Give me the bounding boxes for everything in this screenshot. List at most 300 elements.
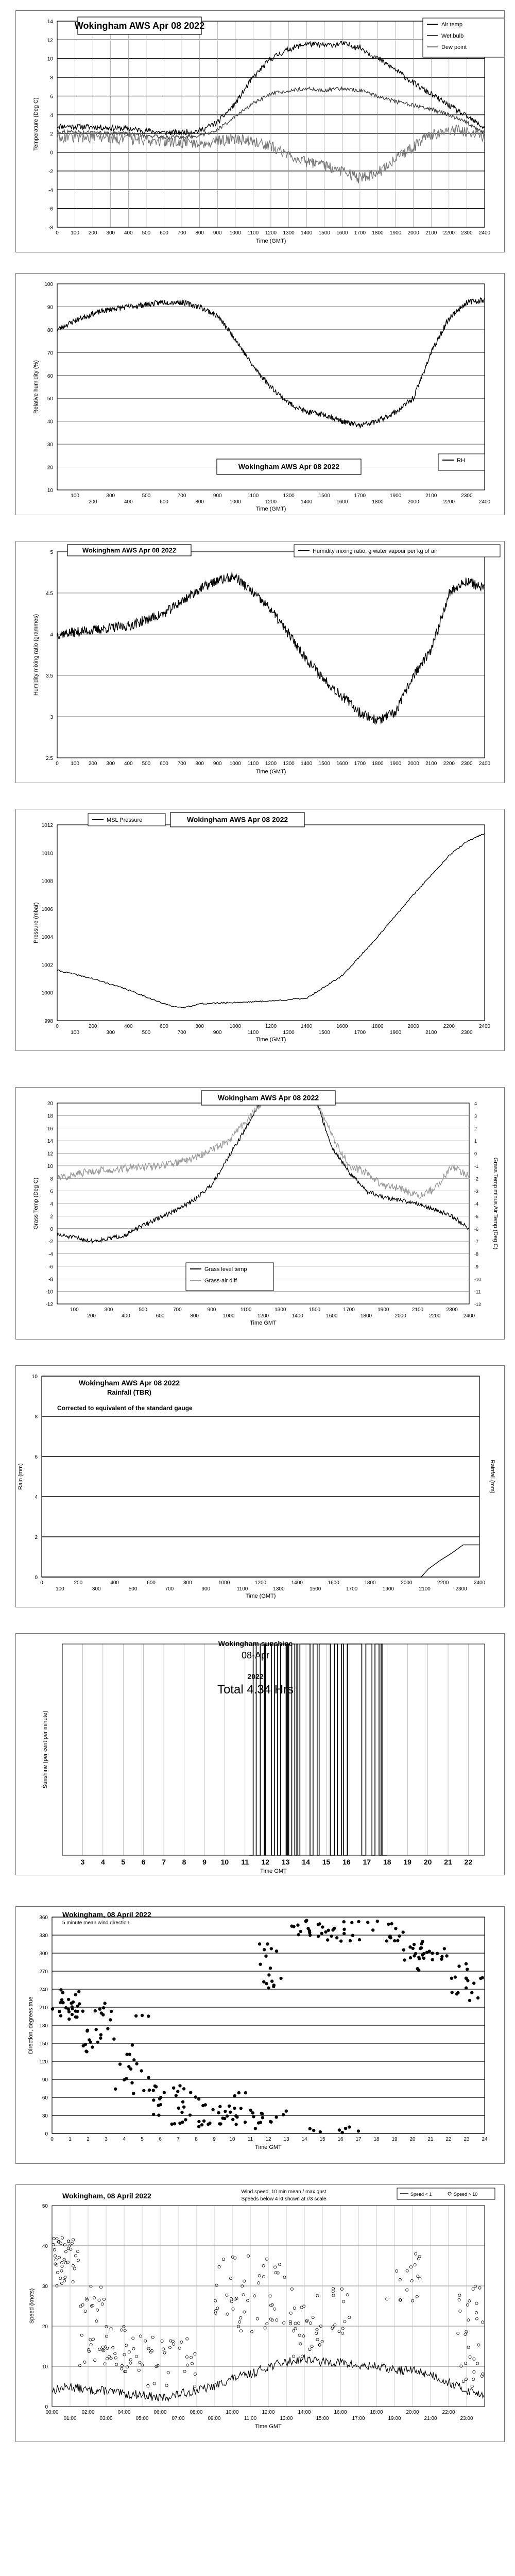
x-tick-label: 1000 [218,1580,230,1586]
y-tick-label: 4 [35,1495,38,1500]
direction-point [402,1948,405,1952]
direction-point [81,2010,84,2013]
y-tick-label: 12 [47,1151,53,1157]
x-tick-label: 2200 [443,1024,455,1029]
x-tick-label: 1000 [223,1313,235,1319]
gust-point [250,2330,253,2333]
y-tick-label: 4 [50,632,53,638]
chart-title: Wokingham AWS Apr 08 2022 [186,815,288,824]
y-tick-label: 3.5 [46,673,53,679]
direction-point [402,1930,405,1934]
pressure-chart [16,809,504,1050]
direction-point [135,2062,138,2065]
direction-point [239,2107,243,2110]
x-tick-label: 4 [123,2137,126,2142]
gust-point [53,2237,55,2240]
direction-point [51,2007,54,2010]
x-tick-label: 1300 [283,230,295,236]
direction-point [357,1920,360,1923]
x-tick-label: 1200 [265,761,277,767]
direction-point [436,1952,439,1955]
gust-point [417,2275,419,2278]
x-tick-label: 600 [160,230,168,236]
y-axis-label: Pressure (mbar) [33,902,39,943]
x-tick-label: 1100 [247,230,259,236]
gust-point [386,2298,388,2300]
chart-subtitle: Rainfall (TBR) [107,1388,151,1396]
x-tick-label: 1700 [346,1586,358,1592]
direction-point [440,1958,443,1961]
gust-point [105,2335,108,2337]
gust-point [139,2335,142,2337]
gust-point [482,2321,484,2324]
gust-point [186,2337,188,2340]
gust-point [478,2286,481,2289]
gust-point [114,2357,117,2359]
direction-point [152,2113,155,2116]
gust-point [464,2333,467,2335]
gust-point [72,2239,75,2241]
direction-point [208,2122,211,2125]
y2-tick-label: 0 [474,1151,477,1157]
gust-point [399,2278,401,2281]
gust-point [93,2297,95,2299]
direction-point [403,1958,406,1961]
x-tick-label: 600 [160,761,168,767]
direction-point [114,2088,117,2091]
y2-tick-label: -10 [474,1277,482,1282]
plot-frame [57,552,485,758]
x-tick-label: 2300 [461,761,473,767]
direction-point [263,1948,266,1951]
gust-point [415,2252,417,2255]
x-tick-label: 4 [100,1858,105,1866]
direction-point [142,2089,145,2092]
direction-point [481,1976,484,1979]
direction-point [275,1950,278,1953]
x-tick-label: 1800 [372,1024,384,1029]
x-tick-label: 01:00 [63,2416,77,2421]
gust-point [243,2311,246,2313]
x-tick-label: 1 [68,2137,72,2142]
x-tick-label: 800 [195,761,204,767]
x-tick-label: 13 [281,1858,290,1866]
direction-point [468,1999,471,2002]
y-tick-label: 50 [42,2204,48,2209]
gust-point [263,2276,265,2278]
x-tick-label: 600 [147,1580,156,1586]
gust-point [289,2320,291,2323]
y-tick-label: 1002 [41,962,53,969]
gust-point [472,2287,474,2290]
gust-point [101,2303,104,2306]
direction-point [172,2087,175,2090]
direction-point [297,1933,300,1936]
direction-point [99,2037,102,2040]
direction-point [244,2121,247,2124]
gust-point [473,2358,475,2360]
direction-point [428,1950,431,1953]
x-tick-label: 1800 [372,499,384,505]
gust-point [215,2284,218,2286]
x-tick-label: 100 [71,493,79,499]
x-tick-label: 1000 [229,1024,241,1029]
gust-point [218,2265,220,2268]
gust-point [341,2332,344,2334]
chart-subtitle-2: Speeds below 4 kt shown at r/3 scale [241,2196,327,2202]
direction-point [285,2109,288,2112]
gust-point [135,2355,138,2358]
x-tick-label: 600 [160,1024,168,1029]
direction-point [58,2010,61,2013]
chart-title: Wokingham, 08 April 2022 [62,2192,151,2200]
x-tick-label: 400 [124,230,133,236]
gust-point [183,2370,186,2372]
y-tick-label: 60 [47,373,53,379]
direction-point [99,2033,102,2036]
gust-point [180,2341,183,2343]
x-tick-label: 2300 [455,1586,467,1592]
gust-point [239,2330,242,2332]
x-tick-label: 700 [173,1307,182,1313]
x-tick-label: 200 [87,1313,96,1319]
x-tick-label: 17 [363,1858,371,1866]
y-tick-label: 270 [39,1969,48,1975]
gust-point [297,2322,300,2325]
x-tick-label: 1100 [247,761,259,767]
direction-point [249,2109,252,2112]
legend-label: RH [457,457,465,464]
x-tick-label: 100 [71,230,79,236]
x-tick-label: 2100 [411,1307,424,1313]
x-tick-label: 1100 [236,1586,248,1592]
pressure-chart-panel [15,809,505,1051]
legend-label: Air temp [441,22,462,28]
gust-point [396,2269,398,2272]
gust-point [72,2281,74,2283]
gust-point [121,2367,123,2370]
humidity-chart-panel [15,273,505,515]
direction-point [259,2121,262,2124]
direction-point [89,2041,92,2044]
gust-point [87,2348,90,2351]
direction-point [348,2125,351,2128]
y-tick-label: 1012 [41,823,53,828]
rainfall-chart-panel [15,1365,505,1607]
direction-point [351,1934,354,1937]
gust-point [222,2258,225,2261]
rainfall-chart [16,1366,504,1607]
gust-point [132,2337,134,2340]
direction-point [260,2112,263,2115]
direction-point [457,1964,460,1968]
direction-point [102,2006,105,2009]
gust-point [59,2277,62,2280]
y-axis-label: Humidity mixing ratio (grammes) [33,614,39,696]
direction-point [366,1921,369,1924]
sunshine-chart-panel [15,1633,505,1875]
x-tick-label: 1200 [265,1024,277,1029]
gust-point [273,2308,276,2310]
gust-point [60,2269,63,2272]
direction-point [420,1946,423,1950]
x-tick-label: 300 [106,1030,115,1036]
x-tick-label: 1400 [291,1580,303,1586]
gust-point [238,2320,241,2323]
y2-tick-label: -3 [474,1189,479,1194]
y-tick-label: 0 [50,150,53,156]
x-tick-label: 200 [74,1580,83,1586]
x-tick-label: 12 [261,1858,270,1866]
direction-point [127,2065,130,2068]
direction-point [176,2090,179,2093]
gust-point [258,2282,260,2284]
gust-point [90,2285,92,2287]
y2-tick-label: -12 [474,1302,482,1307]
direction-point [443,1947,446,1950]
direction-point [445,1954,448,1957]
gust-point [194,2373,196,2376]
x-tick-label: 23 [464,2137,470,2142]
series-line-0 [42,1545,479,1577]
x-tick-label: 500 [128,1586,138,1592]
y-tick-label: 0 [45,2404,48,2410]
y-tick-label: -8 [48,1277,53,1283]
x-tick-label: 09:00 [208,2416,221,2421]
x-tick-label: 2300 [461,1030,473,1036]
direction-point [200,2123,203,2126]
y-tick-label: 50 [47,396,53,402]
direction-point [272,1985,275,1988]
y-tick-label: 6 [35,1454,38,1460]
direction-point [349,1939,352,1942]
direction-point [258,1942,261,1945]
mixing-ratio-chart-panel [15,541,505,783]
x-tick-label: 1400 [301,499,313,505]
gust-point [274,2266,277,2268]
x-tick-label: 800 [195,230,204,236]
x-tick-label: 1400 [291,1313,303,1319]
gust-point [315,2332,318,2334]
direction-point [338,2128,341,2131]
x-tick-label: 800 [195,499,204,505]
x-tick-label: 04:00 [117,2410,131,2415]
x-tick-label: 400 [124,499,133,505]
direction-point [454,1975,457,1978]
gust-point [110,2357,112,2360]
chart-subtitle: Wind speed, 10 min mean / max gust [241,2189,327,2195]
gust-point [215,2309,217,2312]
y-tick-label: -12 [45,1302,53,1308]
gust-point [458,2298,460,2301]
direction-point [342,1920,346,1923]
gust-point [126,2366,129,2368]
direction-point [299,1930,302,1933]
x-tick-label: 1900 [389,230,402,236]
x-tick-label: 700 [177,230,186,236]
series-line-0 [57,298,485,428]
x-tick-label: 200 [88,761,97,767]
direction-point [431,1952,434,1955]
direction-point [259,1963,262,1966]
x-tick-label: 20 [409,2137,416,2142]
gust-point [56,2271,59,2274]
gust-point [226,2294,228,2296]
direction-point [261,2116,264,2119]
direction-point [330,1935,333,1938]
gust-point [465,2378,468,2381]
direction-point [396,1939,399,1942]
x-tick-label: 300 [104,1307,113,1313]
x-tick-label: 1700 [354,493,366,499]
y-tick-label: 10 [42,2364,48,2370]
x-tick-label: 10:00 [226,2410,239,2415]
gust-point [247,2255,249,2257]
direction-point [178,2084,181,2087]
gust-point [178,2347,181,2349]
y-tick-label: 0 [45,2131,48,2137]
x-tick-label: 21:00 [424,2416,437,2421]
y-tick-label: 10 [47,1163,53,1170]
gust-point [309,2322,312,2325]
gust-point [334,2324,336,2326]
gust-point [476,2362,479,2365]
direction-point [228,2105,231,2108]
y-tick-label: 120 [39,2059,48,2065]
direction-point [262,1980,265,1984]
chart-title: Wokingham AWS Apr 08 2022 [238,462,340,471]
y2-tick-label: -4 [474,1201,479,1207]
x-tick-label: 2100 [425,230,437,236]
x-tick-label: 400 [124,761,133,767]
gust-point [409,2266,412,2268]
x-tick-label: 1500 [318,230,330,236]
direction-point [320,1932,323,1935]
x-tick-label: 200 [88,1024,97,1029]
gust-point [462,2380,465,2383]
x-tick-label: 2400 [478,761,491,767]
gust-point [477,2344,480,2346]
gust-point [419,2278,421,2280]
y-tick-label: 16 [47,1126,53,1132]
direction-point [132,2058,135,2061]
x-tick-label: 17 [355,2137,362,2142]
x-tick-label: 100 [71,1030,79,1036]
direction-point [130,2081,133,2084]
direction-point [106,2027,109,2030]
direction-point [77,1990,80,1993]
gust-point [344,2320,346,2323]
x-tick-label: 9 [213,2137,216,2142]
direction-point [244,2091,247,2094]
x-tick-label: 1600 [336,230,348,236]
gust-point [89,2338,92,2341]
x-tick-label: 1200 [254,1580,267,1586]
x-tick-label: 2000 [394,1313,406,1319]
direction-point [86,2029,89,2032]
x-tick-label: 1800 [372,230,384,236]
chart-title: Wokingham, 08 April 2022 [62,1910,151,1919]
direction-point [67,2018,71,2021]
gust-point [475,2311,477,2314]
gust-point [316,2328,318,2331]
direction-point [420,1942,423,1945]
x-axis-label: Time GMT [260,1868,287,1874]
gust-point [243,2280,246,2282]
gust-point [473,2370,475,2373]
direction-point [393,1939,396,1942]
gust-point [59,2242,62,2245]
direction-point [182,2087,185,2090]
gust-point [74,2255,77,2257]
gust-point [104,2363,106,2365]
x-tick-label: 12:00 [262,2410,275,2415]
x-tick-label: 1700 [343,1307,355,1313]
gust-point [299,2343,302,2345]
direction-point [422,1952,425,1955]
gust-point [293,2307,296,2310]
x-tick-label: 7 [177,2137,180,2142]
gust-point [139,2361,141,2364]
y-tick-label: 8 [50,75,53,81]
legend-label: Grass-air diff [204,1278,237,1284]
gust-point [332,2294,335,2297]
x-tick-label: 1900 [389,1030,402,1036]
gust-point [278,2263,281,2266]
x-tick-label: 700 [177,1030,186,1036]
x-tick-label: 600 [160,499,168,505]
gust-point [312,2316,314,2319]
x-tick-label: 6 [141,1858,146,1866]
x-tick-label: 3 [105,2137,108,2142]
direction-point [94,2009,97,2012]
x-tick-label: 0 [56,1024,59,1029]
y-tick-label: 40 [47,419,53,425]
y-axis-label: Direction, degrees true [28,1996,34,2054]
y-tick-label: 60 [42,2095,48,2101]
x-tick-label: 700 [177,493,186,499]
direction-point [269,2120,272,2123]
direction-point [296,1923,299,1926]
y-tick-label: 998 [44,1019,53,1024]
x-tick-label: 20:00 [406,2410,419,2415]
gust-point [95,2320,98,2323]
x-tick-label: 100 [71,761,79,767]
y-tick-label: 5 [50,550,53,555]
x-tick-label: 14 [301,2137,307,2142]
gust-point [471,2385,473,2387]
gust-point [54,2255,56,2257]
gust-point [70,2248,72,2250]
gust-point [289,2312,292,2314]
gust-point [406,2269,408,2272]
x-tick-label: 2400 [463,1313,475,1319]
x-tick-label: 3 [80,1858,85,1866]
y-tick-label: 30 [42,2113,48,2119]
direction-point [466,1979,469,1982]
y-tick-label: 1004 [41,935,53,941]
gust-point [81,2303,84,2306]
wind-direction-chart [16,1907,504,2163]
x-tick-label: 800 [195,1024,204,1029]
direction-point [74,2015,77,2019]
direction-point [422,1957,425,1960]
direction-point [197,2125,200,2128]
x-tick-label: 13 [283,2137,289,2142]
x-tick-label: 23:00 [460,2416,473,2421]
direction-point [202,2120,205,2123]
gust-point [230,2300,233,2303]
